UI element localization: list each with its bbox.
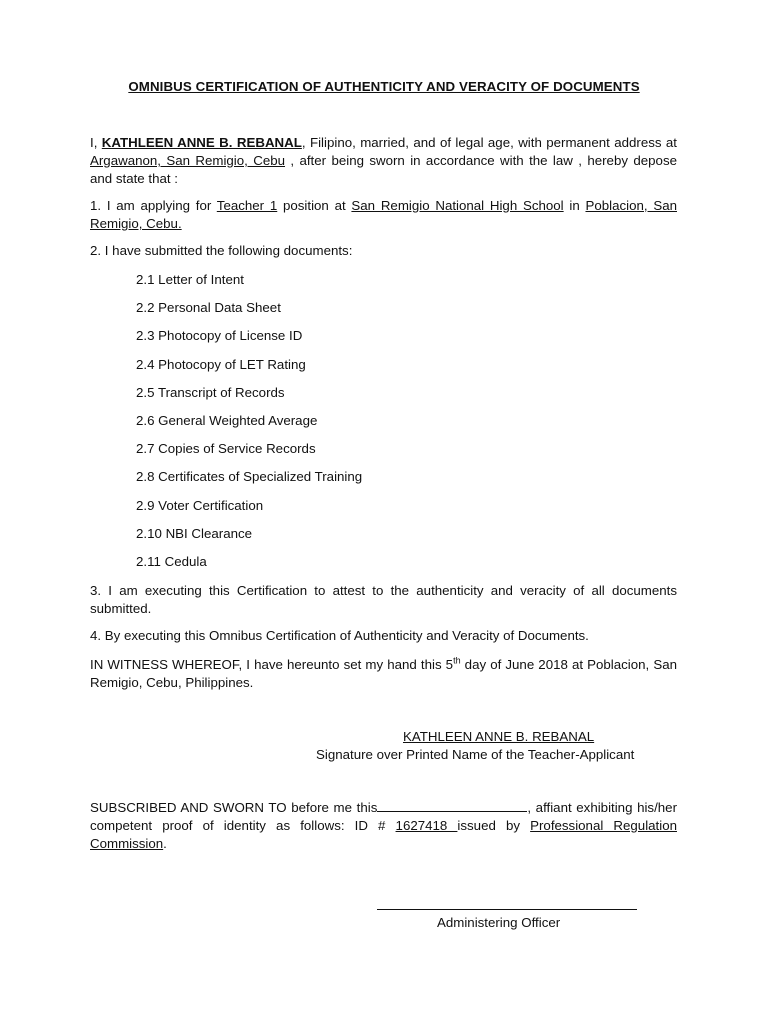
item-4-paragraph: 4. By executing this Omnibus Certification of Authenticity and Veracity of Documents. xyxy=(90,628,589,643)
officer-caption: Administering Officer xyxy=(437,915,561,930)
id-number: 1627418 xyxy=(395,818,458,833)
document-list-item: 2.10 NBI Clearance xyxy=(136,526,253,541)
document-title: OMNIBUS CERTIFICATION OF AUTHENTICITY AND VERACITY OF DOCUMENTS xyxy=(128,79,640,94)
document-list-item: 2.2 Personal Data Sheet xyxy=(136,300,281,315)
position-applied: Teacher 1 xyxy=(216,198,278,213)
item1-mid2: in xyxy=(563,198,586,213)
officer-signature-line[interactable] xyxy=(377,909,637,910)
sworn-end: . xyxy=(163,836,167,851)
school-name: San Remigio National High School xyxy=(351,198,564,213)
intro-suffix: , after being sworn in accordance with the law , hereby depose and state that : xyxy=(90,153,677,186)
witness-ordinal: th xyxy=(453,655,461,666)
sworn-mid: , affiant exhibiting his/her competent proof of identity as follows: ID # xyxy=(90,800,677,833)
date-blank-field[interactable] xyxy=(377,799,527,812)
document-list-item: 2.5 Transcript of Records xyxy=(136,385,285,400)
sworn-mid2: issued by xyxy=(457,818,531,833)
intro-prefix: I, xyxy=(90,135,102,150)
document-list-item: 2.8 Certificates of Specialized Training xyxy=(136,469,363,484)
item1-prefix: 1. I am applying for xyxy=(90,198,217,213)
item1-mid: position at xyxy=(277,198,352,213)
document-list-item: 2.6 General Weighted Average xyxy=(136,413,318,428)
signature-printed-name: KATHLEEN ANNE B. REBANAL xyxy=(403,729,595,744)
document-list-item: 2.4 Photocopy of LET Rating xyxy=(136,357,306,372)
document-list-item: 2.7 Copies of Service Records xyxy=(136,441,316,456)
document-list-item: 2.9 Voter Certification xyxy=(136,498,264,513)
sworn-prefix: SUBSCRIBED AND SWORN TO before me this xyxy=(90,800,378,815)
witness-paragraph xyxy=(90,656,677,692)
signature-caption: Signature over Printed Name of the Teacher-Applicant xyxy=(316,747,635,762)
item-3-paragraph: 3. I am executing this Certification to attest to the authenticity and veracity of all documents submitted. xyxy=(90,583,677,616)
id-issuer: Professional Regulation Commission xyxy=(90,818,677,851)
school-location: Poblacion, San Remigio, Cebu. xyxy=(90,198,677,231)
item-2-intro: 2. I have submitted the following documents: xyxy=(90,243,353,258)
witness-prefix: IN WITNESS WHEREOF, I have hereunto set my hand this 5 xyxy=(90,657,454,672)
document-list-item: 2.3 Photocopy of License ID xyxy=(136,328,303,343)
intro-paragraph xyxy=(90,134,677,188)
affiant-name: KATHLEEN ANNE B. REBANAL xyxy=(101,135,302,150)
document-list-item: 2.1 Letter of Intent xyxy=(136,272,244,287)
sworn-paragraph xyxy=(90,799,677,853)
intro-mid: , Filipino, married, and of legal age, with permanent address at xyxy=(301,135,677,150)
affiant-address: Argawanon, San Remigio, Cebu xyxy=(90,153,286,168)
document-list-item: 2.11 Cedula xyxy=(136,554,207,569)
item-1-paragraph xyxy=(90,197,677,233)
witness-suffix: day of June 2018 at Poblacion, San Remigio, Cebu, Philippines. xyxy=(90,657,677,690)
